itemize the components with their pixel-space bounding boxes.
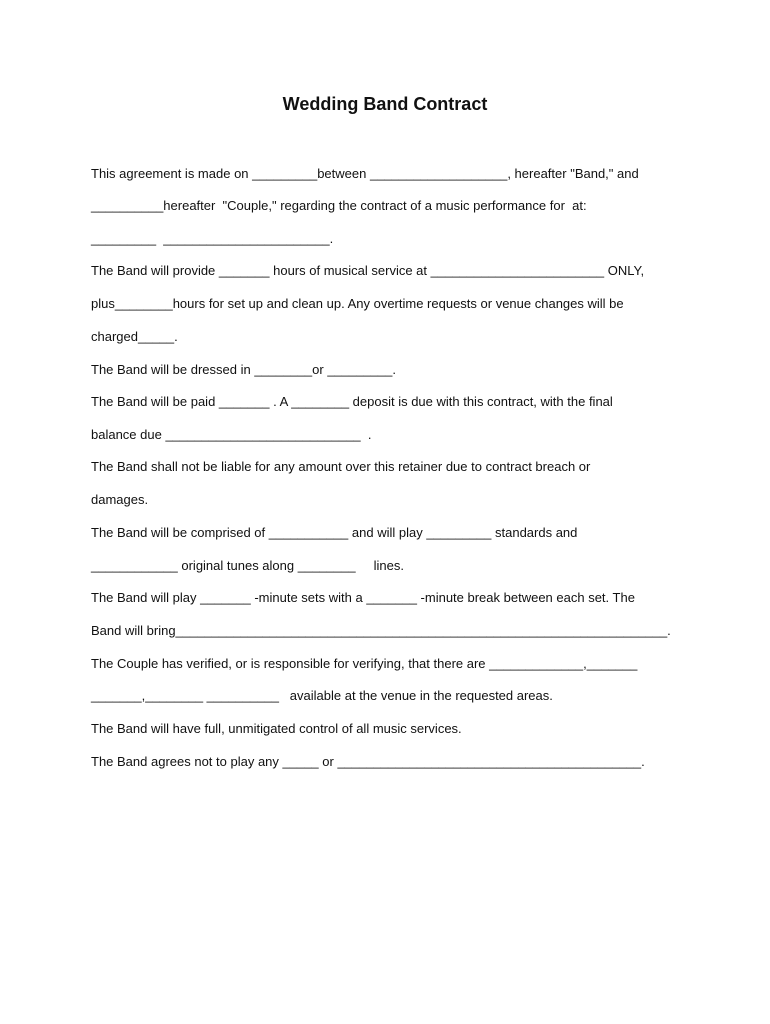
contract-line: The Band agrees not to play any _____ or __________________________________________.: [91, 754, 645, 769]
contract-line: plus________hours for set up and clean up. Any overtime requests or venue changes will be: [91, 296, 624, 311]
contract-line: The Band will play _______ -minute sets with a _______ -minute break between each set. The: [91, 590, 635, 605]
contract-line: _________ _______________________.: [91, 231, 334, 246]
contract-line: The Band will have full, unmitigated control of all music services.: [91, 721, 462, 736]
contract-line: Band will bring____________________________________________________________________.: [91, 623, 671, 638]
contract-line: damages.: [91, 492, 149, 507]
contract-line: The Band will provide _______ hours of musical service at ________________________ ONLY,: [91, 263, 645, 278]
contract-line: The Band will be comprised of ___________ and will play _________ standards and: [91, 525, 578, 540]
contract-line: ____________ original tunes along ________ lines.: [91, 558, 404, 573]
contract-line: The Band will be dressed in ________or _________.: [91, 362, 397, 377]
contract-line: charged_____.: [91, 329, 178, 344]
contract-line: This agreement is made on _________between ___________________, hereafter "Band," and: [91, 166, 639, 181]
contract-line: balance due ___________________________ .: [91, 427, 372, 442]
contract-line: __________hereafter "Couple," regarding the contract of a music performance for at:: [91, 198, 587, 213]
contract-line: The Couple has verified, or is responsible for verifying, that there are _____________,_______: [91, 656, 638, 671]
contract-line: The Band will be paid _______ . A ________ deposit is due with this contract, with the final: [91, 394, 613, 409]
contract-line: The Band shall not be liable for any amount over this retainer due to contract breach or: [91, 459, 591, 474]
page-title: Wedding Band Contract: [282, 94, 488, 114]
contract-line: _______,________ __________ available at the venue in the requested areas.: [91, 688, 553, 703]
